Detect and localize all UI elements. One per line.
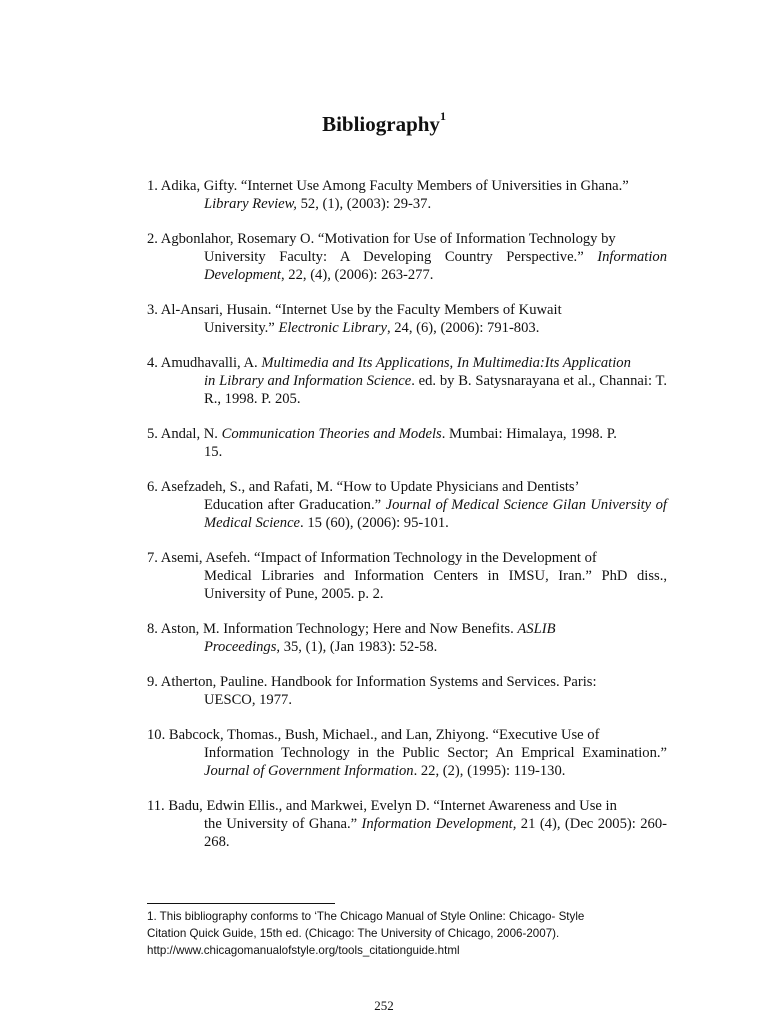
entry-text: Information Technology in the Public Sector; An Emprical Examination.” (204, 744, 667, 761)
entry-title: Multimedia and Its Applications, In Multimedia:Its Application (261, 355, 631, 372)
entry-number: 3. (147, 301, 158, 318)
entry-number: 6. (147, 479, 158, 496)
page-number: 252 (374, 998, 394, 1013)
entry-number: 8. (147, 620, 158, 637)
entry-text: Babcock, Thomas., Bush, Michael., and Lan, Zhiyong. “Executive Use of (168, 727, 600, 744)
entry-source: ASLIB (517, 620, 556, 637)
entry-source: Journal of Government Information (204, 762, 414, 779)
bib-entry (147, 727, 667, 780)
entry-details: . Mumbai: Himalaya, 1998. P. (441, 425, 617, 442)
entry-first-line (147, 302, 667, 320)
entry-first-line (147, 550, 667, 568)
entry-details: . ed. by B. Satysnarayana et al., Channai: T. R., 1998. P. 205. (204, 372, 667, 407)
entry-details: Medical Libraries and Information Centers in IMSU, Iran.” PhD diss., University of Pune, 2005. p. 2. (204, 567, 667, 602)
bib-entry (147, 231, 667, 284)
footnote-url[interactable]: http://www.chicagomanualofstyle.org/tools_citationguide.html (147, 944, 460, 957)
entry-text: Asefzadeh, S., and Rafati, M. “How to Update Physicians and Dentists’ (160, 479, 580, 496)
bib-entry (147, 426, 667, 462)
entry-continuation (147, 444, 667, 462)
entry-text: University Faculty: A Developing Country Perspective.” (204, 248, 598, 265)
title-text: Bibliography (322, 112, 440, 136)
entry-text: Andal, N. (160, 425, 222, 442)
entry-first-line (147, 727, 667, 745)
entry-continuation (147, 639, 667, 657)
entry-details: , 22, (4), (2006): 263-277. (281, 266, 434, 283)
entry-number: 11. (147, 797, 165, 814)
entry-source: Information Development, (361, 815, 517, 832)
entry-title: Communication Theories and Models (221, 425, 442, 442)
bib-entry (147, 550, 667, 603)
entry-continuation (147, 497, 667, 533)
entry-details: . 22, (2), (1995): 119-130. (413, 762, 566, 779)
entry-text: the University of Ghana.” (204, 815, 362, 832)
entry-first-line (147, 426, 667, 444)
entry-continuation (147, 196, 667, 214)
entry-text: Asemi, Asefeh. “Impact of Information Technology in the Development of (160, 549, 597, 566)
bib-entry (147, 302, 667, 338)
entry-first-line (147, 479, 667, 497)
bib-entry (147, 178, 667, 214)
entry-continuation (147, 320, 667, 338)
entry-source: Electronic Library (278, 319, 387, 336)
entry-first-line (147, 355, 667, 373)
entry-first-line (147, 674, 667, 692)
footnote-divider (147, 903, 335, 904)
entry-details: , 24, (6), (2006): 791-803. (386, 319, 540, 336)
entry-text: Agbonlahor, Rosemary O. “Motivation for Use of Information Technology by (160, 231, 616, 248)
entry-first-line (147, 621, 667, 639)
entry-number: 1. (147, 178, 158, 194)
footnote-marker: 1 (439, 109, 446, 123)
entry-continuation (147, 745, 667, 781)
entry-details: 52, (1), (2003): 29-37. (296, 195, 432, 212)
bibliography-list (147, 178, 667, 869)
entry-details: 21 (4), (Dec 2005): 260-268. (204, 815, 667, 850)
entry-source: in Library and Information Science (204, 372, 412, 389)
entry-details: 35, (1), (Jan 1983): 52-58. (280, 638, 438, 655)
bib-entry (147, 355, 667, 408)
entry-first-line (147, 178, 667, 196)
entry-number: 4. (147, 355, 158, 372)
entry-source: Information Development (204, 248, 667, 283)
entry-source: Journal of Medical Science Gilan University of Medical Science (204, 496, 667, 531)
bib-entry (147, 674, 667, 710)
entry-text: University.” (204, 319, 279, 336)
footnote-line: Citation Quick Guide, 15th ed. (Chicago: The University of Chicago, 2006-2007). (147, 927, 560, 940)
entry-first-line (147, 798, 667, 816)
entry-source: Library Review, (204, 195, 297, 212)
bib-entry (147, 621, 667, 657)
entry-continuation (147, 249, 667, 285)
entry-first-line (147, 231, 667, 249)
bib-entry (147, 479, 667, 532)
entry-source: Proceedings, (204, 638, 281, 655)
entry-text: Aston, M. Information Technology; Here and Now Benefits. (160, 620, 518, 637)
entry-details: UESCO, 1977. (204, 691, 292, 708)
entry-number: 7. (147, 549, 158, 566)
entry-number: 10. (147, 727, 166, 744)
entry-details: . 15 (60), (2006): 95-101. (300, 514, 449, 531)
entry-continuation (147, 816, 667, 852)
entry-continuation (147, 373, 667, 409)
entry-number: 2. (147, 231, 158, 248)
entry-details: 15. (204, 443, 223, 460)
entry-text: Al-Ansari, Husain. “Internet Use by the Faculty Members of Kuwait (160, 301, 562, 318)
entry-text: Atherton, Pauline. Handbook for Information Systems and Services. Paris: (160, 673, 597, 690)
page-title (0, 109, 768, 137)
entry-text: Badu, Edwin Ellis., and Markwei, Evelyn D. “Internet Awareness and Use in (168, 797, 617, 814)
entry-continuation (147, 568, 667, 604)
entry-number: 9. (147, 673, 158, 690)
entry-text: Education after Graducation.” (204, 496, 386, 513)
bib-entry (147, 798, 667, 851)
footnote-line: 1. This bibliography conforms to ‘The Chicago Manual of Style Online: Chicago- Style (147, 910, 585, 923)
entry-number: 5. (147, 425, 158, 442)
entry-continuation (147, 692, 667, 710)
entry-text: Adika, Gifty. “Internet Use Among Faculty Members of Universities in Ghana.” (160, 178, 629, 194)
footnote (147, 908, 667, 959)
entry-text: Amudhavalli, A. (160, 355, 262, 372)
